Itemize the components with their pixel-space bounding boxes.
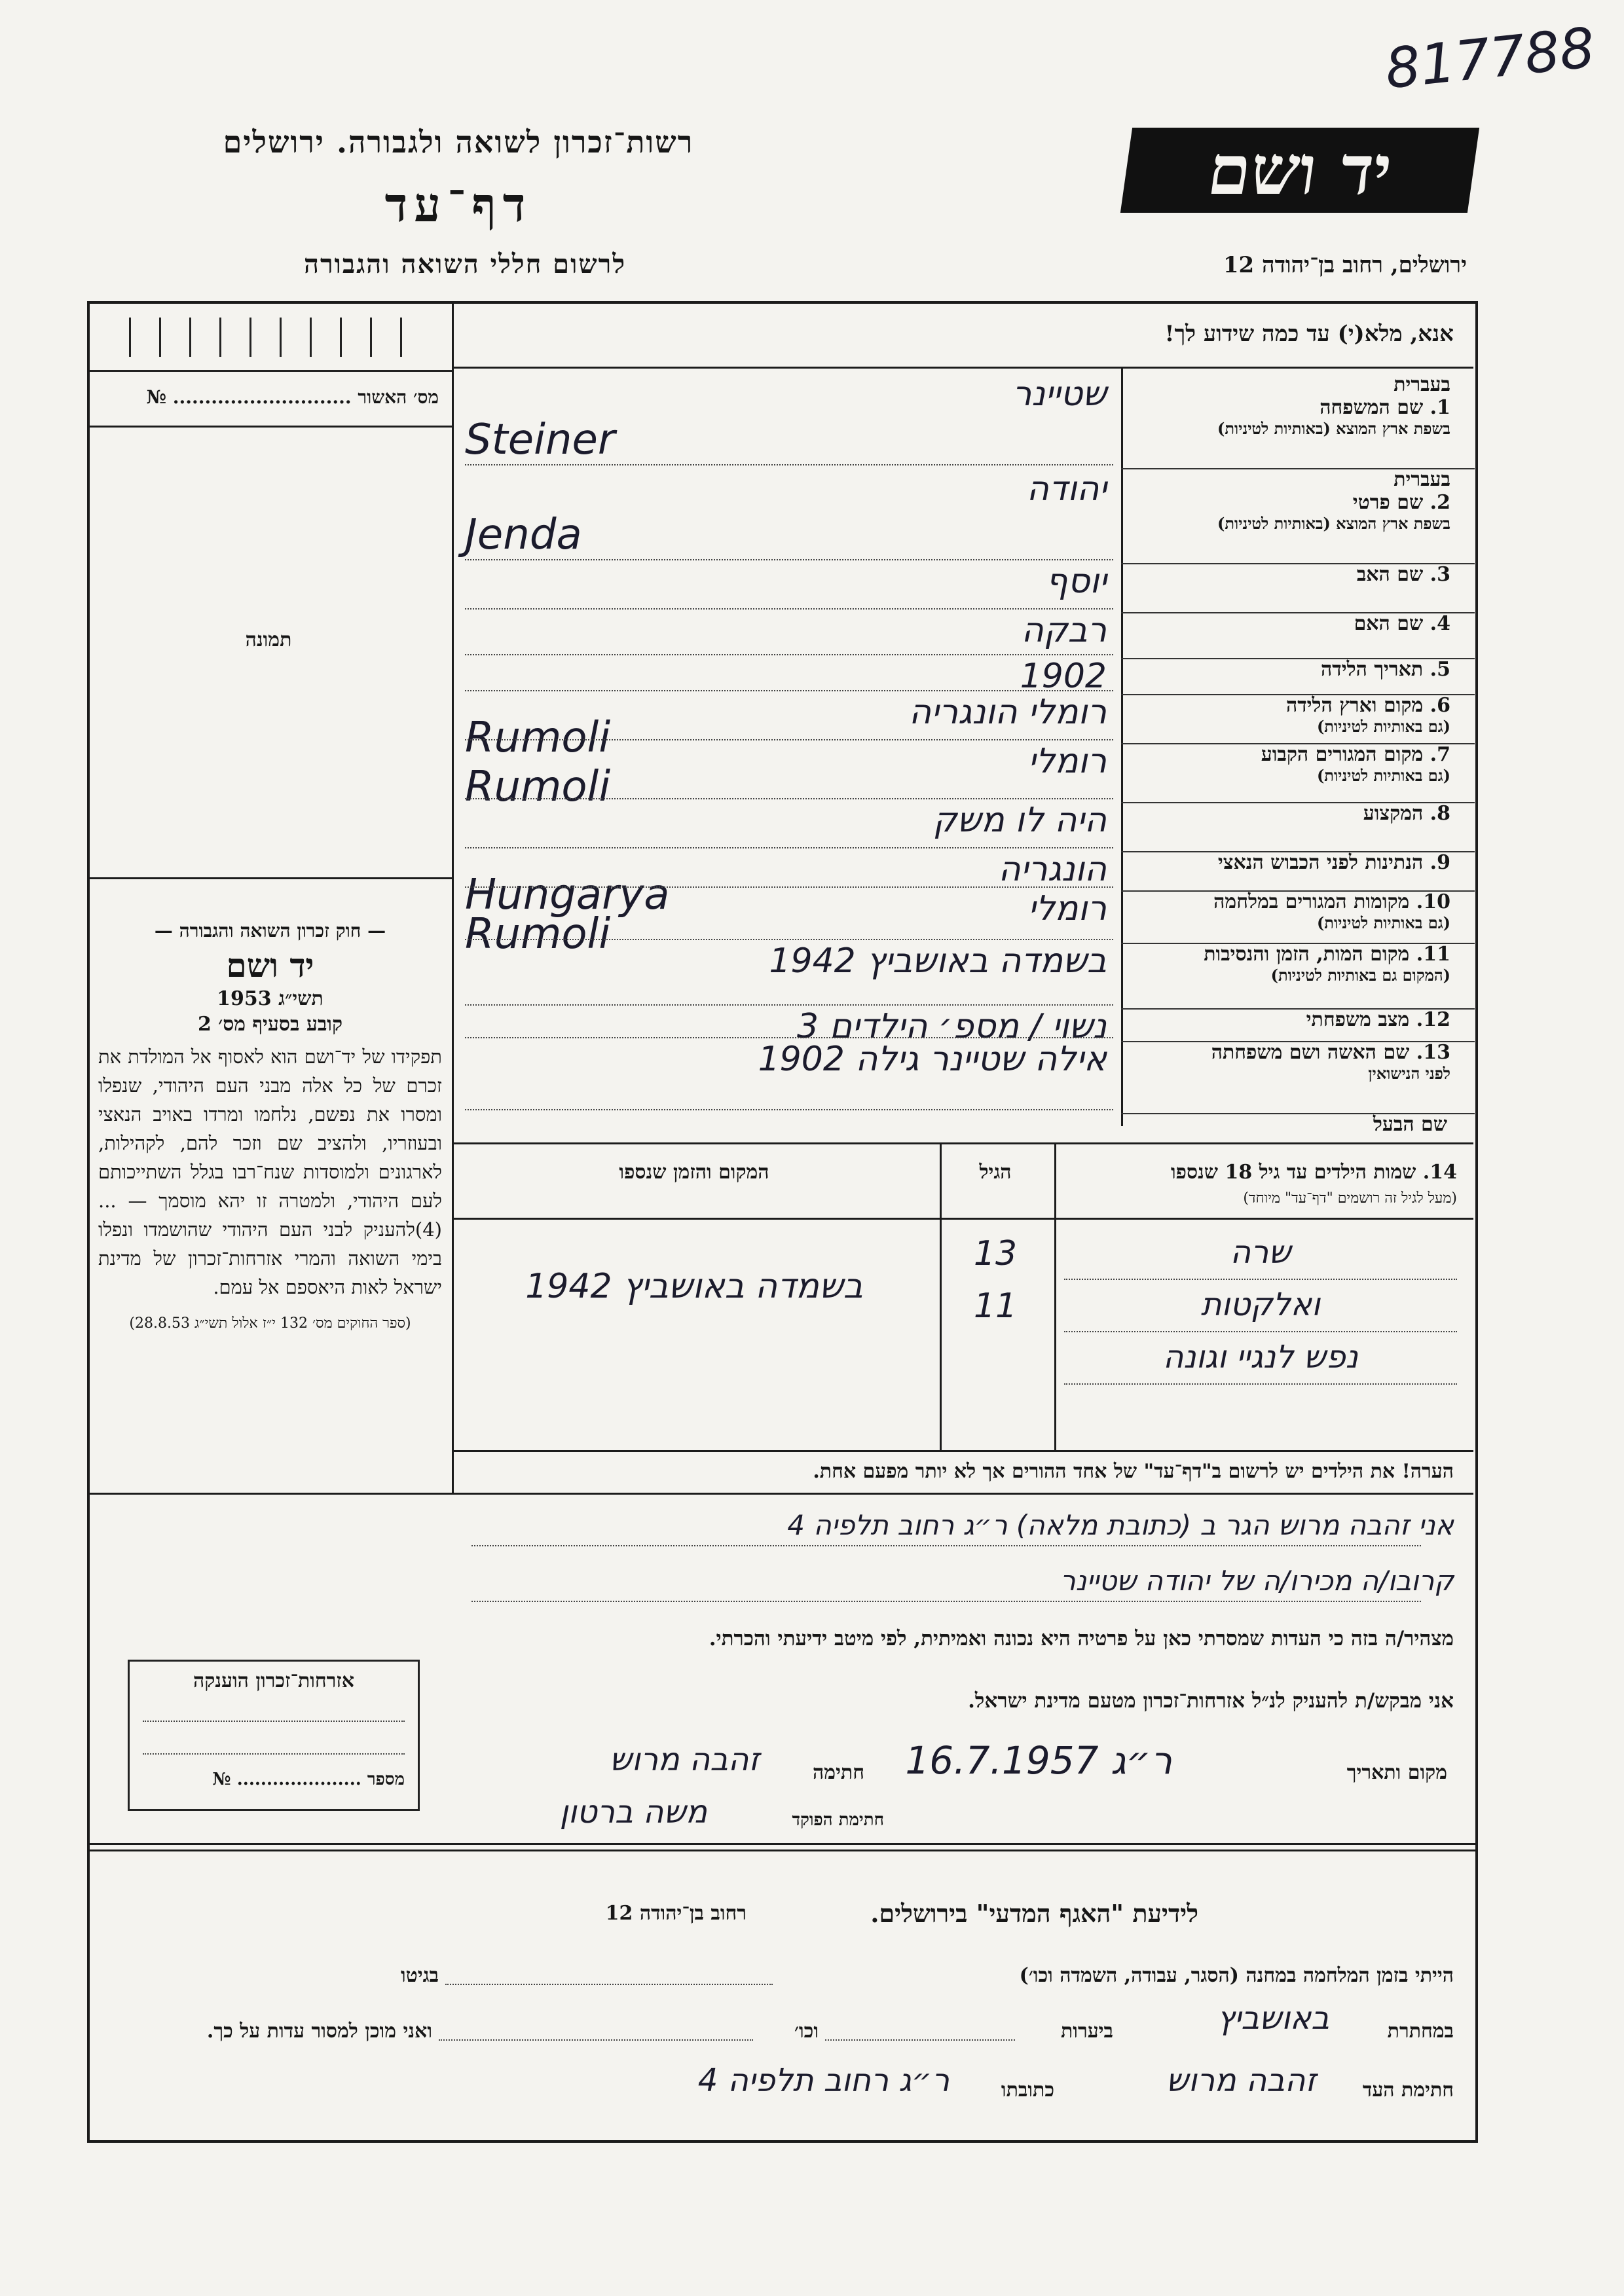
etc-label: וכו׳ [794,2020,819,2043]
place-date-label: מקום ותאריך [1346,1761,1447,1784]
approval-ticks [90,304,452,372]
field-title: 5. תאריך הלידה [1321,658,1450,681]
logo: יד ושם [1120,128,1479,213]
field-label-2 [1130,468,1450,534]
field-title: 4. שם האם [1354,612,1450,635]
field-note: בשפת ארץ המוצא (באותיות לטיניות) [1217,419,1450,438]
declaration-line4: אני מבקש/ת להעניק לנ״ל אזרחות־זכרון מטעם מדינת ישראל. [968,1689,1454,1713]
field-value-9: הונגריה [998,850,1107,889]
stamp-number: 817788 [1382,15,1598,101]
field-title: 11. מקום המות, הזמן והנסיבות [1204,943,1450,966]
officer-value: משה ברטון [559,1794,707,1831]
law-ref: (ספר החוקים מס׳ 132 י״ז אלול תשי״ג 28.8.53) [129,1315,411,1332]
declaration-line1: אני זהבה מרוש הגר ב (כתובת מלאה) ר״ג רחוב תלפיה 4 [787,1509,1454,1541]
field-note: (גם באותיות לטיניות) [1316,766,1450,785]
field-value-latin-6: Rumoli [465,714,611,762]
signature-label: חתימה [813,1761,864,1784]
field-value-latin-9: Hungarya [465,871,670,919]
husband-label: שם הבעל [1373,1113,1447,1136]
approval-label: מס׳ האשור ............................ № [146,386,439,408]
witness-address-label: כתובתו [1001,2079,1054,2102]
field-title: 7. מקום המגורים הקבוע [1261,743,1450,766]
field-label-9 [1130,851,1450,874]
field-value-4: רבקה [1021,611,1107,650]
law-title: — חוק זכרון השואה והגבורה — [154,920,386,941]
field-label-13 [1130,1041,1450,1084]
citizenship-number: מספר ..................... № [212,1770,405,1789]
field-note: בשפת ארץ המוצא (באותיות לטיניות) [1217,514,1450,533]
forest-label: ביערות [1060,2020,1113,2043]
signature-value: זהבה מרוש [609,1741,760,1778]
field-value-11: בשמדה באושביץ 1942 [769,941,1107,981]
field-value-12: נשוי / מספ׳ הילדים 3 [796,1007,1107,1046]
child-name: ואלקטות [1200,1286,1321,1323]
field-value-1: שטיינר [1012,374,1107,414]
field-title: 2. שם פרטי [1352,491,1450,514]
remark: הערה! את הילדים יש לרשום ב"דף־עד" של אחד ההורים אך לא יותר מפעם אחת. [813,1460,1454,1483]
field-note: לפני הנישואין [1368,1064,1450,1083]
field-label-10 [1130,890,1450,933]
underground-value: באושביץ [1217,2000,1329,2037]
field-label-4 [1130,612,1450,635]
child-age: 11 [973,1286,1018,1326]
field-title: 13. שם האשה ושם משפחתה [1211,1041,1450,1064]
page-title: דף־עד [384,177,532,232]
field-value-latin-10: Rumoli [465,910,611,958]
field-label-8 [1130,802,1450,825]
field-label-7 [1130,743,1450,786]
address: ירושלים, רחוב בן־יהודה 12 [1223,252,1467,278]
underground-label: במחתרת [1387,2020,1454,2043]
field-note: (גם באותיות לטיניות) [1316,717,1450,736]
child-name: נפש לנגיי וגונה [1163,1339,1358,1376]
field-title: 12. מצב משפחתי [1306,1008,1450,1031]
field-title: 8. המקצוע [1363,802,1450,825]
field-value-10: רומלי [1027,889,1107,928]
field-value-5: 1902 [1020,657,1107,696]
child-age: 13 [973,1234,1018,1273]
children-header: 14. שמות הילדים עד גיל 18 שנספו [1170,1161,1457,1184]
bottom-address: רחוב בן־יהודה 12 [605,1902,747,1925]
field-note: (גם באותיות לטיניות) [1316,913,1450,932]
officer-label: חתימת הפוקד [792,1810,884,1830]
field-title: 1. שם המשפחה [1320,396,1450,419]
children-table [452,1142,1473,1450]
declaration-line3: מצהיר/ה בזה כי העדות שמסרתי כאן על פרטיה היא נכונה ואמיתית, לפי מיטב ידיעתי והכרתי. [709,1627,1454,1650]
field-label-3 [1130,563,1450,586]
citizenship-box [128,1660,420,1811]
field-note: (המקום גם באותיות לטיניות) [1270,966,1450,985]
citizenship-title: אזרחות־זכרון הוענקה [193,1669,355,1692]
witness-sig-label: חתימת העד [1362,2079,1454,2102]
field-title: 9. הנתינות לפני הכבוש הנאצי [1217,851,1450,874]
law-year: תשי״ג 1953 [217,987,323,1010]
law-section: קובע בסעיף מס׳ 2 [197,1013,343,1036]
ghetto-label: בגיטו [400,1964,439,1987]
field-value-6: רומלי הונגריה [909,693,1107,732]
field-title: 3. שם האב [1356,563,1450,586]
bottom-line2b: ואני מוכן למסור עדות על כך. [206,2020,432,2043]
intro: אנא, מלא(י) עד כמה שידוע לך! [1164,321,1454,347]
field-label-11 [1130,943,1450,985]
field-value-7: רומלי [1027,742,1107,781]
witness-address-value: ר״ג רחוב תלפיה 4 [697,2062,950,2099]
place-date-value: ר״ג 16.7.1957 [905,1738,1172,1783]
age-header: הגיל [979,1161,1012,1184]
field-value-3: יוסף [1046,562,1107,601]
declaration-line2: קרובו/ה מכירו/ה של יהודה שטיינר [1060,1565,1454,1597]
law-org: יד ושם [226,946,314,985]
field-value-2: יהודה [1026,469,1107,509]
witness-sig-value: זהבה מרוש [1166,2062,1316,2099]
field-label-12 [1130,1008,1450,1031]
child-name: שרה [1230,1234,1291,1271]
field-value-latin-7: Rumoli [465,763,611,811]
children-note: (מעל לגיל זה רושמים "דף־עד" מיוחד) [1243,1190,1457,1207]
children-place-value: בשמדה באושביץ 1942 [525,1267,863,1306]
page-subtitle: לרשום חללי השואה והגבורה [303,249,627,280]
field-label-1 [1130,373,1450,439]
field-note-top: בעברית [1393,373,1450,396]
place-header: המקום והזמן שנספו [619,1161,769,1184]
field-value-8: היה לו משק [932,801,1107,840]
bottom-line1: הייתי בזמן המלחמה במחנה (הסגר, עבודה, השמדה וכו׳) [1019,1964,1454,1987]
field-value-13: אילה שטיינר גילה 1902 [758,1040,1107,1079]
law-box [98,920,442,1332]
field-title: 10. מקומות המגורים במלחמה [1213,890,1450,913]
field-note-top: בעברית [1393,468,1450,491]
photo-label: תמונה [245,629,292,651]
field-title: 6. מקום וארץ הלידה [1285,694,1450,717]
field-label-5 [1130,658,1450,681]
authority-name: רשות־זכרון לשואה ולגבורה. ירושלים [223,124,694,160]
bottom-title: לידיעת "האגף המדעי" בירושלים. [870,1899,1198,1928]
field-value-latin-2: Jenda [465,511,582,559]
field-label-6 [1130,694,1450,737]
field-value-latin-1: Steiner [465,416,616,464]
law-body: תפקידו של יד־ושם הוא לאסוף אל המולדת את זכרם של כל אלה מבני העם היהודי, שנפלו ומסרו את נפשם, נלחמו ומרדו באויב הנאצי ובעוזריו, ולהציב שם וזכר להם, לקהילות, לארגונים ולמוסדות שנח־רבו בגלל השתייכותם לעם היהודי, ולמטרה זו יהא מוסמך — ...(4)להעניק לבני העם היהודי שהושמדו ונפלו בימי השואה והמרי אזרחות־זכרון של מדינת ישראל לאות היאספם אל עמם. [98,1046,442,1298]
